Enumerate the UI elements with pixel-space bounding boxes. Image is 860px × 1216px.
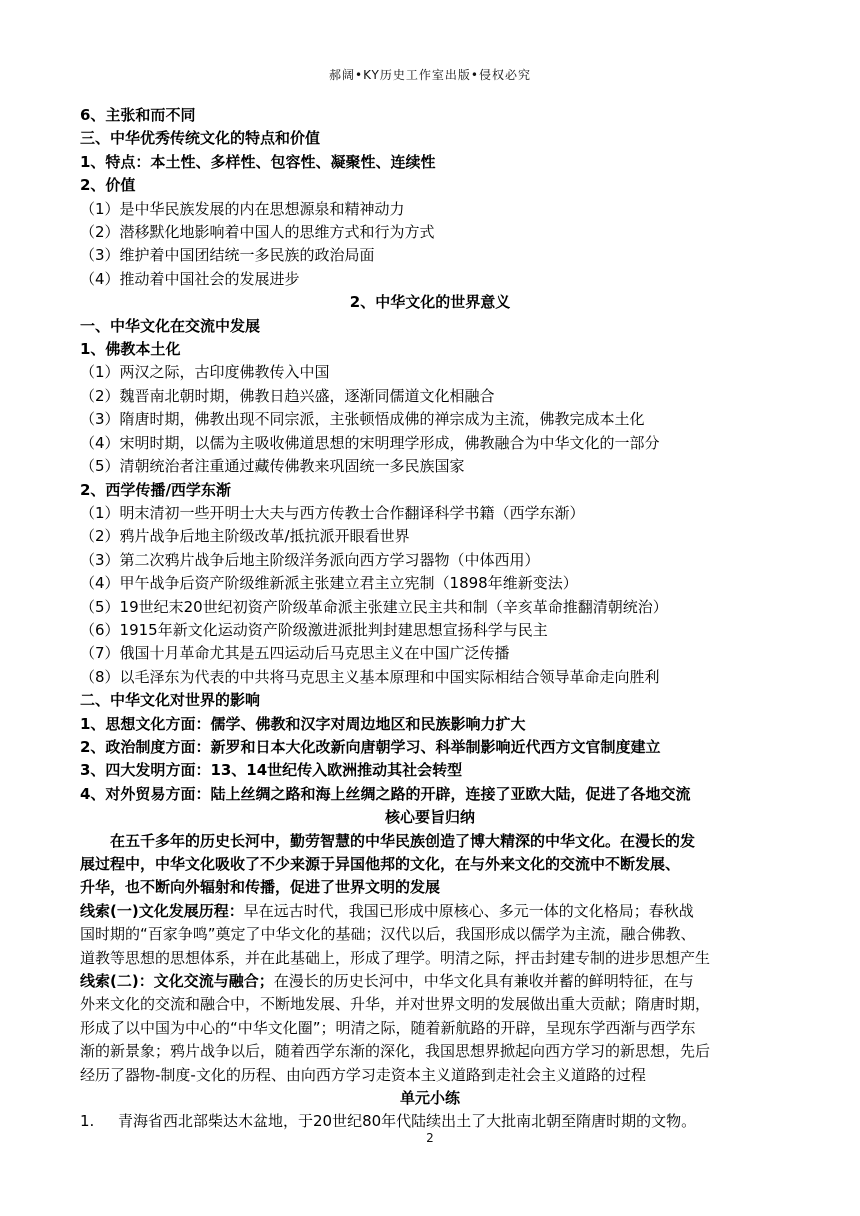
bold-line: 2、价值: [80, 176, 136, 195]
section-heading: 核心要旨归纳: [384, 808, 475, 827]
text-line: 形成了以中国为中心的“中华文化圈”；明清之际，随着新航路的开辟，呈现东学西渐与西学东: [80, 1018, 696, 1037]
page-number: 2: [426, 1131, 434, 1145]
text-line: （2）魏晋南北朝时期，佛教日趋兴盛，逐渐同儒道文化相融合: [80, 386, 495, 405]
bold-line: 升华，也不断向外辐射和传播，促进了世界文明的发展: [80, 878, 441, 897]
text-line: （3）维护着中国团结统一多民族的政治局面: [80, 246, 375, 265]
page-header: 郝阔•KY历史工作室出版•侵权必究: [329, 68, 531, 82]
bold-line: 1、特点：本土性、多样性、包容性、凝聚性、连续性: [80, 152, 436, 171]
text-line: （4）宋明时期，以儒为主吸收佛道思想的宋明理学形成，佛教融合为中华文化的一部分: [80, 433, 660, 452]
bold-line: 在五千多年的历史长河中，勤劳智慧的中华民族创造了博大精深的中华文化。在漫长的发: [110, 831, 696, 850]
clue-one-line: [80, 900, 780, 923]
text-line: 经历了器物-制度-文化的历程、由向西方学习走资本主义道路到走社会主义道路的过程: [80, 1065, 646, 1084]
bold-line: 一、中华文化在交流中发展: [80, 316, 261, 335]
text-line: （8）以毛泽东为代表的中共将马克思主义基本原理和中国实际相结合领导革命走向胜利: [80, 667, 660, 686]
text-line: （4）甲午战争后资产阶级维新派主张建立君主立宪制（1898年维新变法）: [80, 574, 578, 593]
text-line: （3）隋唐时期，佛教出现不同宗派，主张顿悟成佛的禅宗成为主流，佛教完成本土化: [80, 410, 645, 429]
section-heading: 2、中华文化的世界意义: [349, 293, 511, 312]
question-text: 青海省西北部柴达木盆地，于20世纪80年代陆续出土了大批南北朝至隋唐时期的文物。: [118, 1112, 697, 1131]
text-line: （1）明末清初一些开明士大夫与西方传教士合作翻译科学书籍（西学东渐）: [80, 503, 585, 522]
text-line: （2）潜移默化地影响着中国人的思维方式和行为方式: [80, 223, 435, 242]
bold-line: 2、西学传播/西学东渐: [80, 480, 231, 499]
bold-line: 1、思想文化方面：儒学、佛教和汉字对周边地区和民族影响力扩大: [80, 714, 526, 733]
text-line: 道教等思想的思想体系，并在此基础上，形成了理学。明清之际，抨击封建专制的进步思想产生: [80, 948, 711, 967]
document-body: [80, 104, 780, 1134]
section-heading: 单元小练: [399, 1089, 460, 1108]
text-line: （6）1915年新文化运动资产阶级激进派批判封建思想宣扬科学与民主: [80, 620, 548, 639]
text-line: （1）是中华民族发展的内在思想源泉和精神动力: [80, 199, 405, 218]
text-line: （7）俄国十月革命尤其是五四运动后马克思主义在中国广泛传播: [80, 644, 510, 663]
text-line: 渐的新景象；鸦片战争以后，随着西学东渐的深化，我国思想界掀起向西方学习的新思想，先后: [80, 1042, 711, 1061]
bold-line: 2、政治制度方面：新罗和日本大化改新向唐朝学习、科举制影响近代西方文官制度建立: [80, 737, 661, 756]
clue-text: 早在远古时代，我国已形成中原核心、多元一体的文化格局；春秋战: [243, 901, 694, 920]
question-number: 1.: [80, 1112, 95, 1131]
text-line: （4）推动着中国社会的发展进步: [80, 269, 300, 288]
bold-line: 4、对外贸易方面：陆上丝绸之路和海上丝绸之路的开辟，连接了亚欧大陆，促进了各地交流: [80, 784, 691, 803]
text-line: （1）两汉之际，古印度佛教传入中国: [80, 363, 330, 382]
text-line: 外来文化的交流和融合中，不断地发展、升华，并对世界文明的发展做出重大贡献；隋唐时期，: [80, 995, 711, 1014]
bold-line: 三、中华优秀传统文化的特点和价值: [80, 129, 321, 148]
clue-label: 线索(二)：文化交流与融合；: [80, 972, 274, 991]
clue-two-line: [80, 970, 780, 993]
text-line: 国时期的“百家争鸣”奠定了中华文化的基础；汉代以后，我国形成以儒学为主流，融合佛教、: [80, 925, 696, 944]
bold-line: 展过程中，中华文化吸收了不少来源于异国他邦的文化，在与外来文化的交流中不断发展、: [80, 855, 681, 873]
text-line: （5）19世纪末20世纪初资产阶级革命派主张建立民主共和制（辛亥革命推翻清朝统治）: [80, 597, 668, 616]
clue-text: 在漫长的历史长河中，中华文化具有兼收并蓄的鲜明特征，在与: [273, 972, 694, 991]
clue-label: 线索(一)文化发展历程：: [80, 901, 244, 920]
bold-line: 6、主张和而不同: [80, 106, 196, 124]
text-line: （5）清朝统治者注重通过藏传佛教来巩固统一多民族国家: [80, 457, 465, 476]
text-line: （2）鸦片战争后地主阶级改革/抵抗派开眼看世界: [80, 527, 410, 546]
bold-line: 1、佛教本土化: [80, 340, 181, 359]
text-line: （3）第二次鸦片战争后地主阶级洋务派向西方学习器物（中体西用）: [80, 550, 540, 569]
bold-line: 二、中华文化对世界的影响: [80, 691, 261, 710]
bold-line: 3、四大发明方面：13、14世纪传入欧洲推动其社会转型: [80, 761, 463, 780]
